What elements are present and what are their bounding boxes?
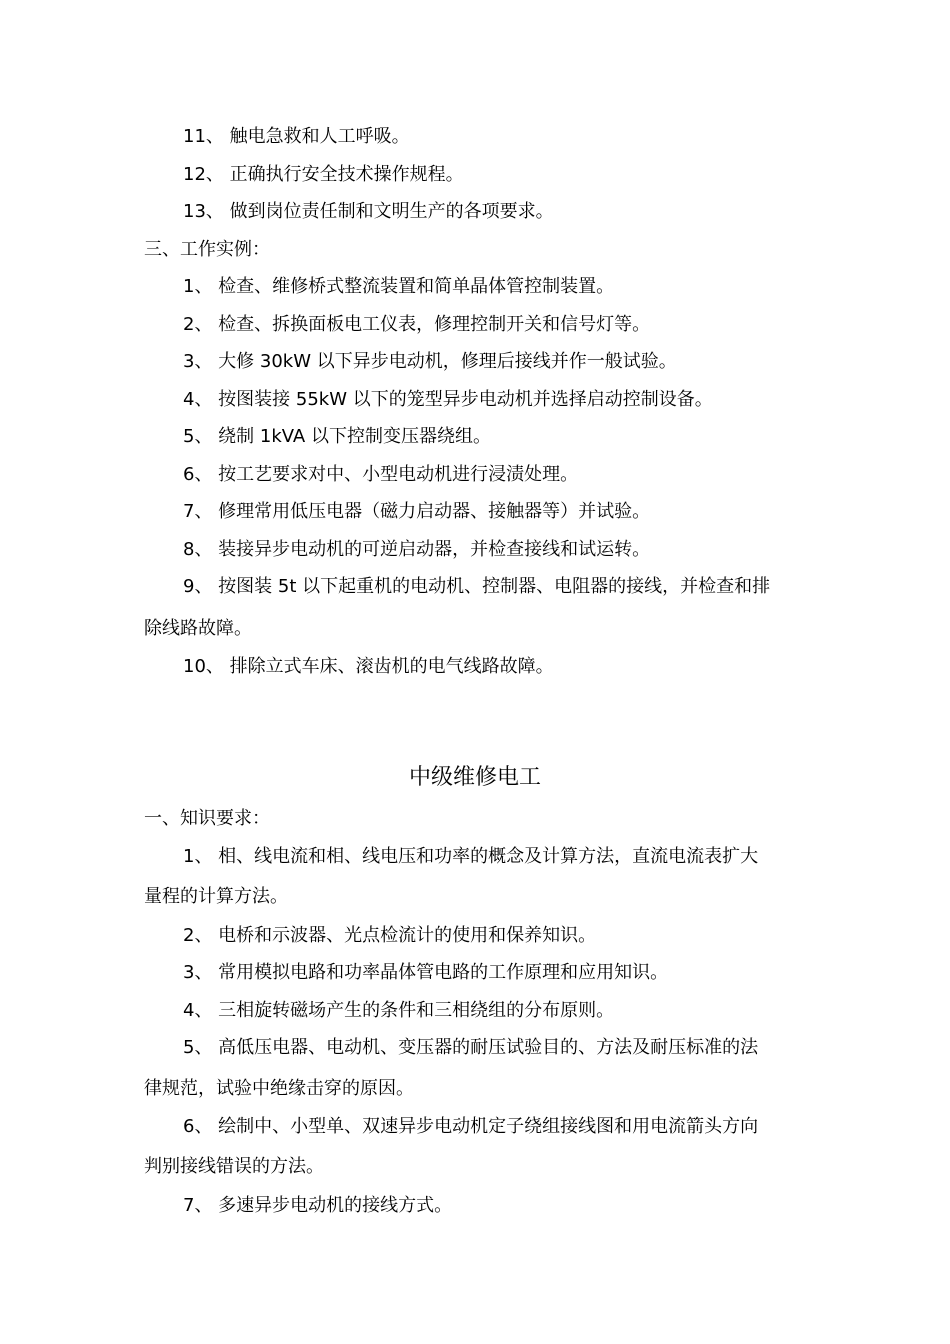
knowledge-item-7: 7、 多速异步电动机的接线方式。 xyxy=(183,1195,453,1216)
example-item-1: 1、 检查、维修桥式整流装置和简单晶体管控制装置。 xyxy=(183,276,615,297)
knowledge-item-1-continued: 量程的计算方法。 xyxy=(144,886,288,907)
example-item-9: 9、 按图装 5t 以下起重机的电动机、控制器、电阻器的接线，并检查和排 xyxy=(183,576,771,597)
example-item-8: 8、 装接异步电动机的可逆启动器，并检查接线和试运转。 xyxy=(183,539,651,560)
section-heading-work-examples: 三、工作实例： xyxy=(144,239,270,260)
example-item-3: 3、 大修 30kW 以下异步电动机，修理后接线并作一般试验。 xyxy=(183,351,677,372)
example-item-6: 6、 按工艺要求对中、小型电动机进行浸渍处理。 xyxy=(183,464,579,485)
knowledge-item-6-continued: 判别接线错误的方法。 xyxy=(144,1156,324,1177)
knowledge-item-6: 6、 绘制中、小型单、双速异步电动机定子绕组接线图和用电流箭头方向 xyxy=(183,1116,759,1137)
knowledge-item-3: 3、 常用模拟电路和功率晶体管电路的工作原理和应用知识。 xyxy=(183,962,669,983)
section-title: 中级维修电工 xyxy=(408,765,541,790)
knowledge-item-5-continued: 律规范，试验中绝缘击穿的原因。 xyxy=(144,1078,414,1099)
knowledge-item-1: 1、 相、线电流和相、线电压和功率的概念及计算方法，直流电流表扩大 xyxy=(183,846,759,867)
knowledge-item-2: 2、 电桥和示波器、光点检流计的使用和保养知识。 xyxy=(183,925,597,946)
list-item-13: 13、 做到岗位责任制和文明生产的各项要求。 xyxy=(183,201,554,222)
example-item-5: 5、 绕制 1kVA 以下控制变压器绕组。 xyxy=(183,426,491,447)
example-item-2: 2、 检查、拆换面板电工仪表，修理控制开关和信号灯等。 xyxy=(183,314,651,335)
knowledge-item-4: 4、 三相旋转磁场产生的条件和三相绕组的分布原则。 xyxy=(183,1000,615,1021)
example-item-7: 7、 修理常用低压电器（磁力启动器、接触器等）并试验。 xyxy=(183,501,651,522)
knowledge-item-5: 5、 高低压电器、电动机、变压器的耐压试验目的、方法及耐压标准的法 xyxy=(183,1037,759,1058)
list-item-11: 11、 触电急救和人工呼吸。 xyxy=(183,126,410,147)
section-heading-knowledge: 一、知识要求： xyxy=(144,808,270,829)
list-item-12: 12、 正确执行安全技术操作规程。 xyxy=(183,164,464,185)
example-item-4: 4、 按图装接 55kW 以下的笼型异步电动机并选择启动控制设备。 xyxy=(183,389,713,410)
example-item-10: 10、 排除立式车床、滚齿机的电气线路故障。 xyxy=(183,656,554,677)
example-item-9-continued: 除线路故障。 xyxy=(144,618,252,639)
